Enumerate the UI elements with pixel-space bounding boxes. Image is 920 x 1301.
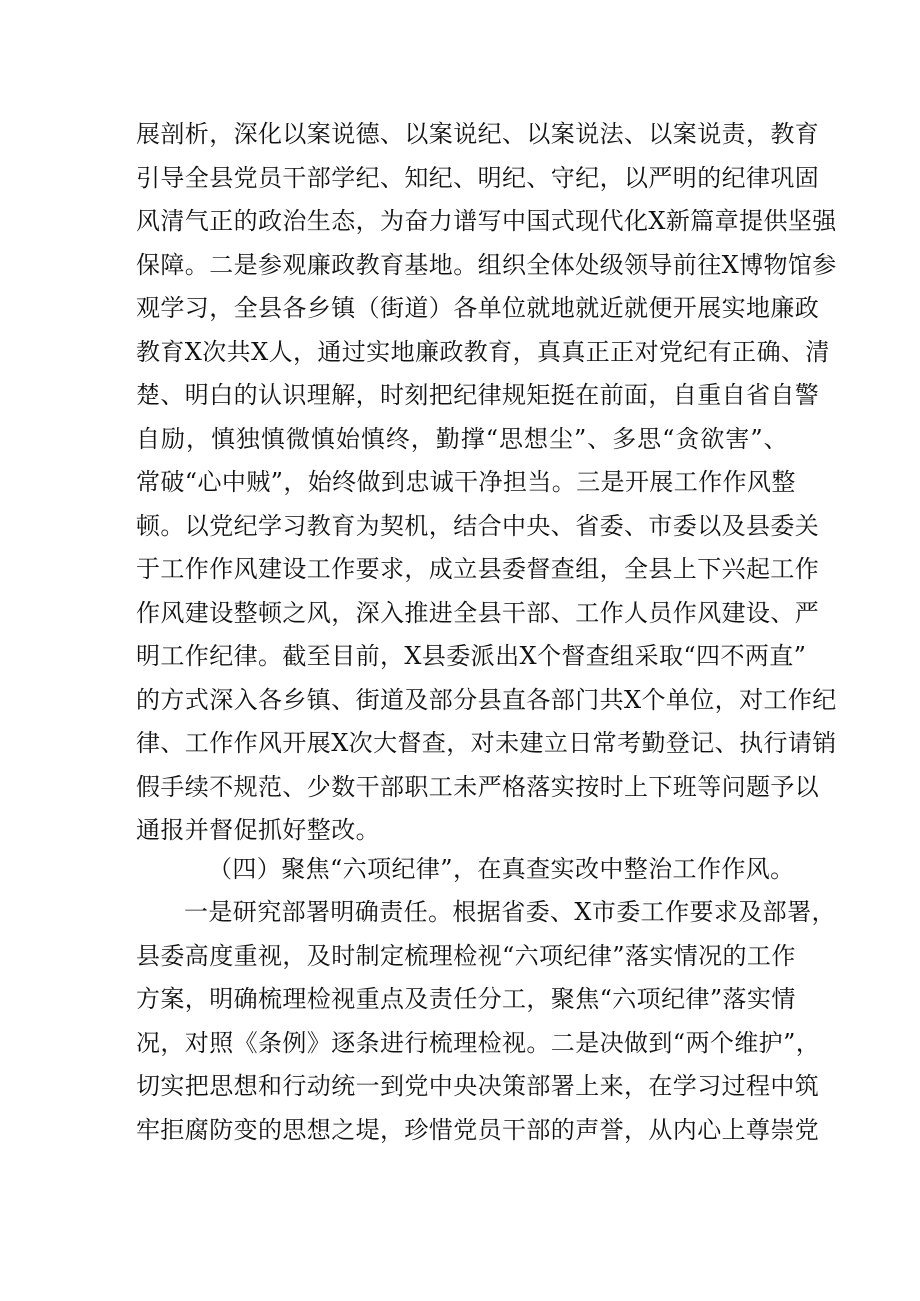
- paragraph-discipline-education: [136, 113, 837, 853]
- section-heading-block: [136, 848, 795, 892]
- text-line: 引导全县党员干部学纪、知纪、明纪、守纪，以严明的纪律巩固: [136, 163, 820, 192]
- text-line: 作风建设整顿之风，深入推进全县干部、工作人员作风建设、严: [136, 598, 820, 627]
- text-line: 假手续不规范、少数干部职工未严格落实按时上下班等问题予以: [136, 772, 820, 801]
- text-line: 顿。以党纪学习教育为契机，结合中央、省委、市委以及县委关: [136, 511, 820, 540]
- paragraph-six-disciplines: [136, 891, 836, 1152]
- text-line: 明工作纪律。截至目前，X县委派出X个督查组采取“四不两直”: [136, 642, 807, 670]
- text-line: 律、工作作风开展X次大督查，对未建立日常考勤登记、执行请销: [136, 729, 837, 757]
- text-line: 自励，慎独慎微慎始慎终，勤撑“思想尘”、多思“贪欲害”、: [136, 424, 788, 453]
- text-line: 楚、明白的认识理解，时刻把纪律规矩挺在前面，自重自省自警: [136, 381, 820, 409]
- text-line: 牢拒腐防变的思想之堤，珍惜党员干部的声誉，从内心上尊崇党: [136, 1115, 820, 1144]
- text-line: 一是研究部署明确责任。根据省委、X市委工作要求及部署，: [184, 898, 836, 926]
- text-line: 常破“心中贼”，始终做到忠诚干净担当。三是开展工作作风整: [136, 468, 796, 496]
- text-line: 的方式深入各乡镇、街道及部分县直各部门共X个单位，对工作纪: [136, 685, 837, 714]
- text-line: 通报并督促抓好整改。: [136, 816, 380, 844]
- text-line: 教育X次共X人，通过实地廉政教育，真真正正对党纪有正确、清: [136, 337, 830, 366]
- text-line: 观学习，全县各乡镇（街道）各单位就地就近就便开展实地廉政: [136, 294, 820, 322]
- text-line: 县委高度重视，及时制定梳理检视“六项纪律”落实情况的工作: [136, 941, 796, 970]
- text-line: 方案，明确梳理检视重点及责任分工，聚焦“六项纪律”落实情: [136, 985, 796, 1013]
- section-heading: （四）聚焦“六项纪律”，在真查实改中整治工作作风。: [208, 855, 795, 883]
- text-line: 保障。二是参观廉政教育基地。组织全体处级领导前往X博物馆参: [136, 250, 837, 279]
- text-line: 风清气正的政治生态，为奋力谱写中国式现代化X新篇章提供坚强: [136, 207, 837, 235]
- text-line: 展剖析，深化以案说德、以案说纪、以案说法、以案说责，教育: [136, 120, 820, 148]
- text-line: 切实把思想和行动统一到党中央决策部署上来，在学习过程中筑: [136, 1072, 820, 1100]
- text-line: 况，对照《条例》逐条进行梳理检视。二是决做到“两个维护”，: [136, 1028, 821, 1057]
- text-line: 于工作作风建设工作要求，成立县委督查组，全县上下兴起工作: [136, 555, 820, 583]
